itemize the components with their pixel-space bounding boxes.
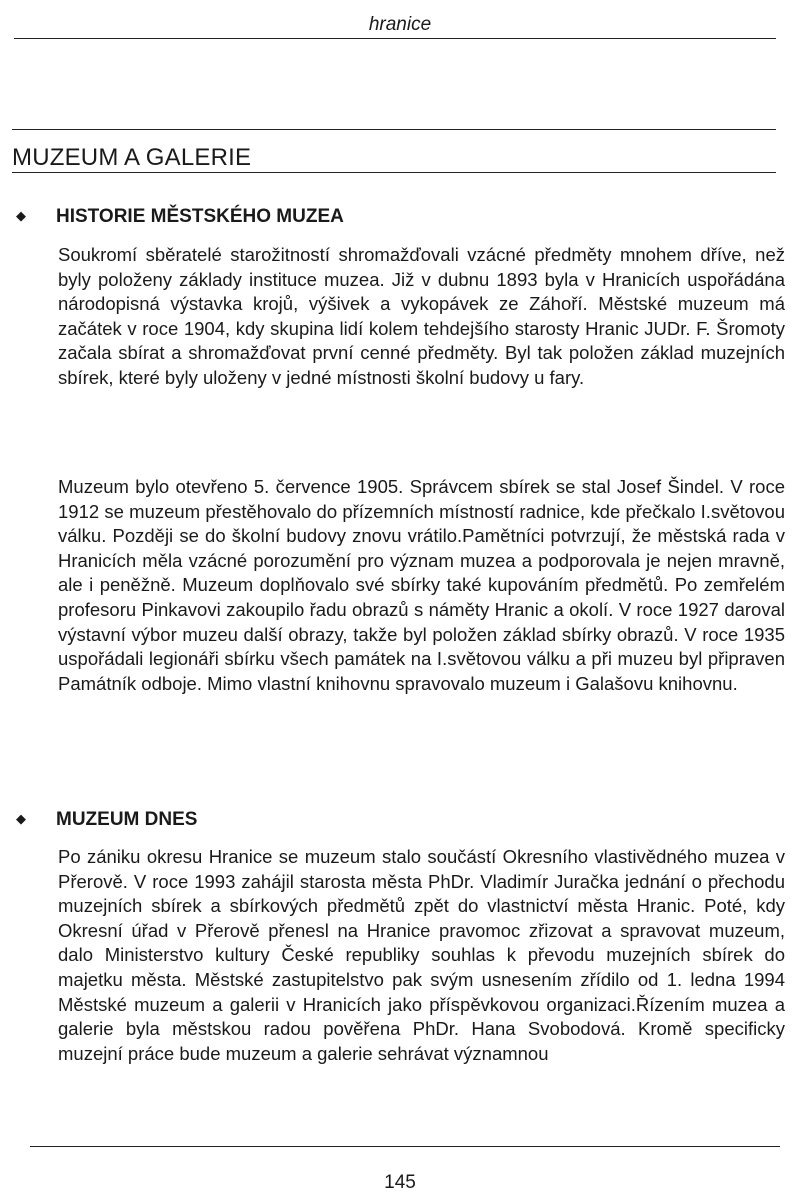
- section-title: MUZEUM A GALERIE: [12, 144, 252, 171]
- section-title-rule: [12, 172, 776, 173]
- page-number: 145: [384, 1172, 416, 1193]
- subsection-heading: [16, 206, 344, 228]
- paragraph: Soukromí sběratelé starožitností shromažďovali vzácné předměty mnohem dříve, než byly položeny základy instituce muzea. Již v dubnu 1893 byla v Hranicích uspořádána národopisná výstavka krojů, výšivek a vykopávek ze Záhoří. Městské muzeum má začátek v roce 1904, kdy skupina lidí kolem tehdejšího starosty Hranic JUDr. F. Šromoty začala sbírat a shromažďovat první cenné předměty. Byl tak položen základ muzejních sbírek, které byly uloženy v jedné místnosti školní budovy u fary.: [58, 244, 785, 388]
- subsection-title: MUZEUM DNES: [56, 809, 198, 830]
- subsection-title: HISTORIE MĚSTSKÉHO MUZEA: [56, 206, 344, 227]
- paragraph: Muzeum bylo otevřeno 5. července 1905. Správcem sbírek se stal Josef Šindel. V roce 1912 se muzeum přestěhovalo do přízemních místností radnice, kde přečkalo I.světovou válku. Později se do školní budovy znovu vrátilo.Pamětníci potvrzují, že městská rada v Hranicích měla vzácné porozumění pro význam muzea a podporovala je nejen mravně, ale i peněžně. Muzeum doplňovalo své sbírky také kupováním předmětů. Po zemřelém profesoru Pinkavovi zakoupilo řadu obrazů s náměty Hranic a okolí. V roce 1927 daroval výstavní výbor muzeu další obrazy, takže byl položen základ sbírky obrazů. V roce 1935 uspořádali legionáři sbírku všech památek na I.světovou válku a při muzeu byl připraven Památník odboje. Mimo vlastní knihovnu spravovalo muzeum i Galašovu knihovnu.: [58, 476, 785, 694]
- section-top-rule: [12, 129, 776, 130]
- paragraph: Po zániku okresu Hranice se muzeum stalo součástí Okresního vlastivědného muzea v Přerově. V roce 1993 zahájil starosta města PhDr. Vladimír Juračka jednání o přechodu muzejních sbírek a sbírkových předmětů zpět do vlastnictví města Hranic. Poté, kdy Okresní úřad v Přerově přenesl na Hranice pravomoc zřizovat a spravovat muzeum, dalo Ministerstvo kultury České republiky souhlas k převodu muzejních sbírek do majetku města. Městské zastupitelstvo pak svým usnesením zřídilo od 1. ledna 1994 Městské muzeum a galerii v Hranicích jako příspěvkovou organizaci.Řízením muzea a galerie byla městskou radou pověřena PhDr. Hana Svobodová. Kromě specificky muzejní práce bude muzeum a galerie sehrávat významnou: [58, 846, 785, 1064]
- running-head: hranice: [368, 14, 432, 35]
- subsection-heading: [16, 809, 197, 831]
- diamond-bullet-icon: ◆: [16, 811, 26, 826]
- header-rule: [14, 38, 776, 39]
- footer-rule: [30, 1146, 780, 1147]
- diamond-bullet-icon: ◆: [16, 208, 26, 223]
